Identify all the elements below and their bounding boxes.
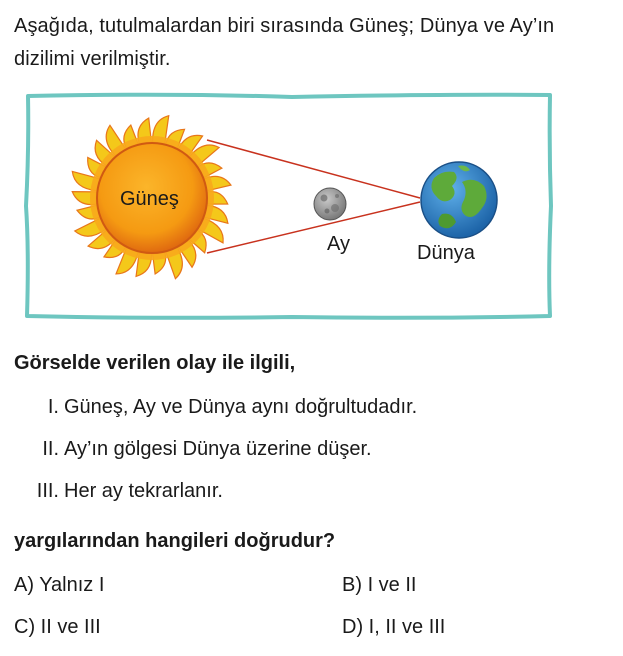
- option-text: Yalnız I: [39, 574, 105, 596]
- question-intro: Görselde verilen olay ile ilgili,: [14, 352, 296, 374]
- upper-ray: [207, 140, 420, 198]
- eclipse-figure: [22, 90, 556, 322]
- statement-text: Her ay tekrarlanır.: [64, 480, 223, 502]
- moon-label: Ay: [327, 233, 350, 255]
- statement-2: [14, 438, 594, 480]
- option-text: I ve II: [367, 574, 417, 596]
- statement-number: I.: [47, 396, 59, 418]
- option-a[interactable]: [14, 574, 104, 597]
- statement-text: Güneş, Ay ve Dünya aynı doğrultudadır.: [64, 396, 418, 418]
- statement-text: Ay’ın gölgesi Dünya üzerine düşer.: [64, 438, 372, 460]
- statement-1: [14, 396, 594, 438]
- earth-label: Dünya: [417, 242, 475, 264]
- earth-icon: [421, 162, 497, 238]
- statement-number: III.: [36, 480, 59, 502]
- option-text: II ve III: [40, 616, 101, 638]
- sun-label: Güneş: [120, 188, 179, 210]
- option-label: D): [342, 616, 364, 638]
- option-b[interactable]: [342, 574, 416, 597]
- statement-3: [14, 480, 594, 522]
- statement-list: [14, 396, 594, 522]
- option-d[interactable]: [342, 616, 445, 639]
- option-label: C): [14, 616, 36, 638]
- intro-text: Aşağıda, tutulmalardan biri sırasında Güneş; Dünya ve Ay’ın dizilimi verilmiştir.: [14, 15, 555, 70]
- statement-number: II.: [42, 438, 59, 460]
- option-label: B): [342, 574, 362, 596]
- lower-ray: [207, 202, 420, 253]
- option-c[interactable]: [14, 616, 101, 639]
- option-text: I, II ve III: [368, 616, 446, 638]
- question-prompt: yargılarından hangileri doğrudur?: [14, 530, 336, 552]
- option-label: A): [14, 574, 34, 596]
- eclipse-diagram: [22, 90, 556, 322]
- moon-icon: [314, 188, 346, 220]
